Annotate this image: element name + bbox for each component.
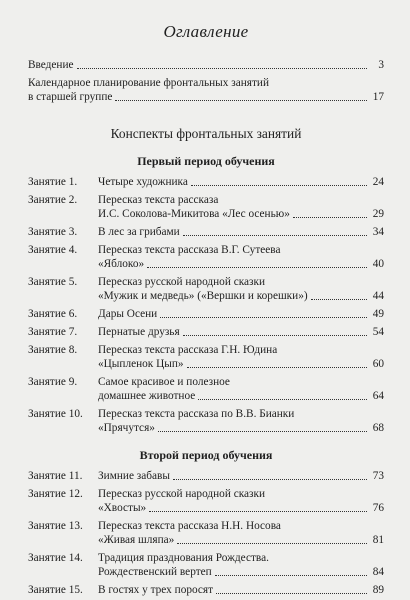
entry-line <box>98 175 384 189</box>
entry-line <box>98 519 384 533</box>
entry-line <box>98 469 384 483</box>
entry-body <box>98 243 384 271</box>
dot-leader <box>77 68 367 69</box>
entry-title: в старшей группе <box>28 91 113 103</box>
entry-line <box>98 257 384 271</box>
page-number: 29 <box>372 208 384 220</box>
toc-entry[interactable] <box>28 243 384 271</box>
lesson-number: Занятие 10. <box>28 408 83 420</box>
toc-entry[interactable] <box>28 583 384 597</box>
entry-body <box>98 469 384 483</box>
toc-line <box>28 58 384 72</box>
entry-body <box>98 519 384 547</box>
page-number: 64 <box>372 390 384 402</box>
entry-body <box>98 325 384 339</box>
toc-entry[interactable] <box>28 551 384 579</box>
entry-body <box>98 375 384 403</box>
lesson-number: Занятие 4. <box>28 244 78 256</box>
entry-line <box>98 565 384 579</box>
entry-line <box>98 207 384 221</box>
toc-entry[interactable] <box>28 469 384 483</box>
dot-leader <box>311 299 367 300</box>
entry-body <box>98 583 384 597</box>
lesson-number: Занятие 14. <box>28 552 83 564</box>
lesson-number: Занятие 9. <box>28 376 78 388</box>
entry-title: И.С. Соколова-Микитова «Лес осенью» <box>98 208 290 220</box>
lesson-number: Занятие 8. <box>28 344 78 356</box>
entry-line <box>98 389 384 403</box>
lesson-number: Занятие 7. <box>28 326 78 338</box>
entry-line <box>98 325 384 339</box>
dot-leader <box>177 543 367 544</box>
entry-title: домашнее животное <box>98 390 196 402</box>
entry-line <box>98 343 384 357</box>
dot-leader <box>215 575 367 576</box>
page-number: 81 <box>372 534 384 546</box>
entry-title: «Яблоко» <box>98 258 145 270</box>
page-number: 76 <box>372 502 384 514</box>
entry-line <box>98 487 384 501</box>
entry-line <box>98 289 384 303</box>
entry-line <box>98 533 384 547</box>
entry-line <box>98 275 384 289</box>
entry-title: Пересказ текста рассказа Г.Н. Юдина <box>98 344 278 356</box>
dot-leader <box>183 335 367 336</box>
entry-body <box>98 487 384 515</box>
intro-list <box>28 58 384 104</box>
toc-entry[interactable] <box>28 307 384 321</box>
entry-line <box>98 193 384 207</box>
page-number: 89 <box>372 584 384 596</box>
sections-container <box>28 154 384 597</box>
entry-title: Пересказ текста рассказа В.Г. Сутеева <box>98 244 281 256</box>
entry-body <box>98 343 384 371</box>
toc-entry[interactable] <box>28 487 384 515</box>
entry-title: Введение <box>28 59 74 71</box>
entry-title: В гостях у трех поросят <box>98 584 214 596</box>
entry-title: Пересказ текста рассказа <box>98 194 219 206</box>
entry-title: «Прячутся» <box>98 422 155 434</box>
lesson-number: Занятие 12. <box>28 488 83 500</box>
page-number: 84 <box>372 566 384 578</box>
lesson-number: Занятие 2. <box>28 194 78 206</box>
entry-line <box>98 357 384 371</box>
entry-title: «Хвосты» <box>98 502 147 514</box>
lesson-number: Занятие 11. <box>28 470 83 482</box>
dot-leader <box>149 511 367 512</box>
entry-body <box>98 275 384 303</box>
dot-leader <box>173 479 367 480</box>
entry-body <box>98 307 384 321</box>
lesson-number: Занятие 5. <box>28 276 78 288</box>
page-number: 24 <box>372 176 384 188</box>
entry-title: «Цыпленок Цып» <box>98 358 184 370</box>
dot-leader <box>216 593 367 594</box>
entry-title: Пересказ русской народной сказки <box>98 488 266 500</box>
entry-title: Традиция празднования Рождества. <box>98 552 269 564</box>
entry-title: «Живая шляпа» <box>98 534 175 546</box>
toc-entry[interactable] <box>28 76 384 104</box>
toc-entry[interactable] <box>28 519 384 547</box>
entry-line <box>98 407 384 421</box>
lesson-number: Занятие 13. <box>28 520 83 532</box>
entry-title: Пересказ текста рассказа по В.В. Бианки <box>98 408 295 420</box>
entry-line <box>98 583 384 597</box>
page-number: 54 <box>372 326 384 338</box>
entry-title: Пересказ текста рассказа Н.Н. Носова <box>98 520 281 532</box>
entry-line <box>98 421 384 435</box>
entry-line <box>98 243 384 257</box>
entry-title: «Мужик и медведь» («Вершки и корешки») <box>98 290 308 302</box>
toc-entry[interactable] <box>28 343 384 371</box>
toc-entry[interactable] <box>28 225 384 239</box>
page-number: 68 <box>372 422 384 434</box>
entry-line <box>98 501 384 515</box>
page-number: 3 <box>378 59 384 71</box>
toc-entry[interactable] <box>28 375 384 403</box>
page-number: 73 <box>372 470 384 482</box>
section-title: Второй период обучения <box>139 448 273 462</box>
lesson-number: Занятие 3. <box>28 226 78 238</box>
entry-line <box>98 225 384 239</box>
toc-entry[interactable] <box>28 275 384 303</box>
toc-line <box>28 76 384 90</box>
page-number: 60 <box>372 358 384 370</box>
page-number: 34 <box>372 226 384 238</box>
lesson-number: Занятие 15. <box>28 584 83 596</box>
entry-body <box>98 407 384 435</box>
dot-leader <box>147 267 367 268</box>
dot-leader <box>191 185 367 186</box>
entry-title: Самое красивое и полезное <box>98 376 230 388</box>
lesson-number: Занятие 1. <box>28 176 78 188</box>
entry-title: Зимние забавы <box>98 470 170 482</box>
dot-leader <box>115 100 367 101</box>
part-title: Конспекты фронтальных занятий <box>110 126 302 141</box>
page-number: 49 <box>372 308 384 320</box>
entry-body <box>98 551 384 579</box>
dot-leader <box>158 431 367 432</box>
toc-entry[interactable] <box>28 325 384 339</box>
entry-body <box>98 225 384 239</box>
toc-line <box>28 90 384 104</box>
dot-leader <box>183 235 367 236</box>
page-number: 40 <box>372 258 384 270</box>
page-title: Оглавление <box>163 22 249 41</box>
section-title: Первый период обучения <box>137 154 275 168</box>
entry-title: Рождественский вертеп <box>98 566 212 578</box>
toc-entry[interactable] <box>28 407 384 435</box>
entry-title: Календарное планирование фронтальных занятий <box>28 77 269 89</box>
entry-line <box>98 375 384 389</box>
entry-title: В лес за грибами <box>98 226 180 238</box>
dot-leader <box>293 217 367 218</box>
entry-line <box>98 307 384 321</box>
toc-entry[interactable] <box>28 58 384 72</box>
entry-body <box>98 175 384 189</box>
dot-leader <box>198 399 367 400</box>
dot-leader <box>160 317 367 318</box>
entry-title: Пернатые друзья <box>98 326 180 338</box>
entry-title: Четыре художника <box>98 176 188 188</box>
entry-line <box>98 551 384 565</box>
entry-body <box>98 193 384 221</box>
toc-entry[interactable] <box>28 193 384 221</box>
toc-entry[interactable] <box>28 175 384 189</box>
entry-title: Пересказ русской народной сказки <box>98 276 266 288</box>
lesson-number: Занятие 6. <box>28 308 78 320</box>
entry-title: Дары Осени <box>98 308 158 320</box>
page-number: 17 <box>372 91 384 103</box>
dot-leader <box>187 367 367 368</box>
page-number: 44 <box>372 290 384 302</box>
